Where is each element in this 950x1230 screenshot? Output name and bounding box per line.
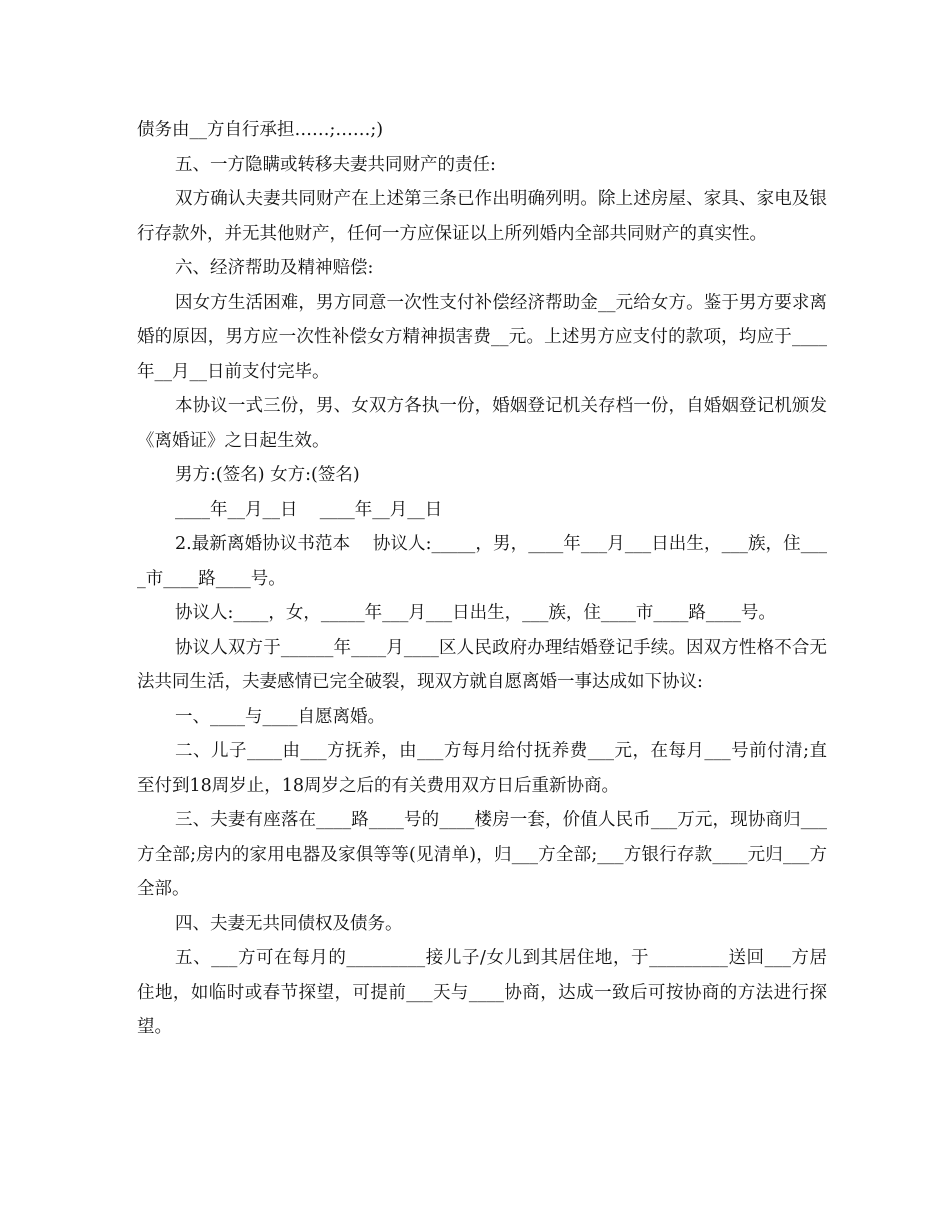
clause-4-no-debts: 四、夫妻无共同债权及债务。 [175, 913, 403, 934]
clause-5-visitation: 五、___方可在每月的_________接儿子/女儿到其居住地，于_________送回___方居住地，如临时或春节探望，可提前___天与____协商，达成一致后可按协商的方法进行探望。 [137, 948, 827, 1037]
paragraph-party-female: 协议人:____，女，_____年___月___日出生，___族，住____市____路____号。 [175, 603, 776, 623]
signature-date-line: ____年__月__日 ____年__月__日 [175, 499, 443, 520]
paragraph-compensation: 因女方生活困难，男方同意一次性支付补偿经济帮助金__元给女方。鉴于男方要求离婚的原因，男方应一次性补偿女方精神损害费__元。上述男方应支付的款项，均应于____年__月__日前支付完毕。 [137, 292, 827, 382]
paragraph-property-confirmation: 双方确认夫妻共同财产在上述第三条已作出明确列明。除上述房屋、家具、家电及银行存款外，并无其他财产，任何一方应保证以上所列婚内全部共同财产的真实性。 [137, 189, 827, 244]
paragraph-sample-2-party-male: 2.最新离婚协议书范本 协议人:_____，男，____年___月___日出生，___族，住____市____路____号。 [137, 534, 827, 589]
clause-3-property: 三、夫妻有座落在____路____号的____楼房一套，价值人民币___万元，现协商归___方全部;房内的家用电器及家俱等等(见清单)，归___方全部;___方银行存款____元归___方全部。 [137, 810, 827, 899]
paragraph-debt-continuation: 债务由__方自行承担……;……;) [137, 120, 384, 140]
heading-concealed-property: 五、一方隐瞒或转移夫妻共同财产的责任: [175, 154, 496, 175]
document-body [137, 113, 827, 1045]
signature-line: 男方:(签名) 女方:(签名) [175, 465, 360, 485]
clause-1-divorce: 一、____与____自愿离婚。 [175, 706, 385, 727]
clause-2-custody: 二、儿子____由___方抚养，由___方每月给付抚养费___元，在每月___号前付清;直至付到18周岁止，18周岁之后的有关费用双方日后重新协商。 [137, 741, 827, 796]
heading-economic-help: 六、经济帮助及精神赔偿: [175, 258, 374, 278]
paragraph-copies-effective: 本协议一式三份，男、女双方各执一份，婚姻登记机关存档一份，自婚姻登记机颁发《离婚证》之日起生效。 [137, 396, 827, 451]
paragraph-marriage-registration: 协议人双方于______年____月____区人民政府办理结婚登记手续。因双方性格不合无法共同生活，夫妻感情已完全破裂，现双方就自愿离婚一事达成如下协议: [137, 637, 827, 692]
